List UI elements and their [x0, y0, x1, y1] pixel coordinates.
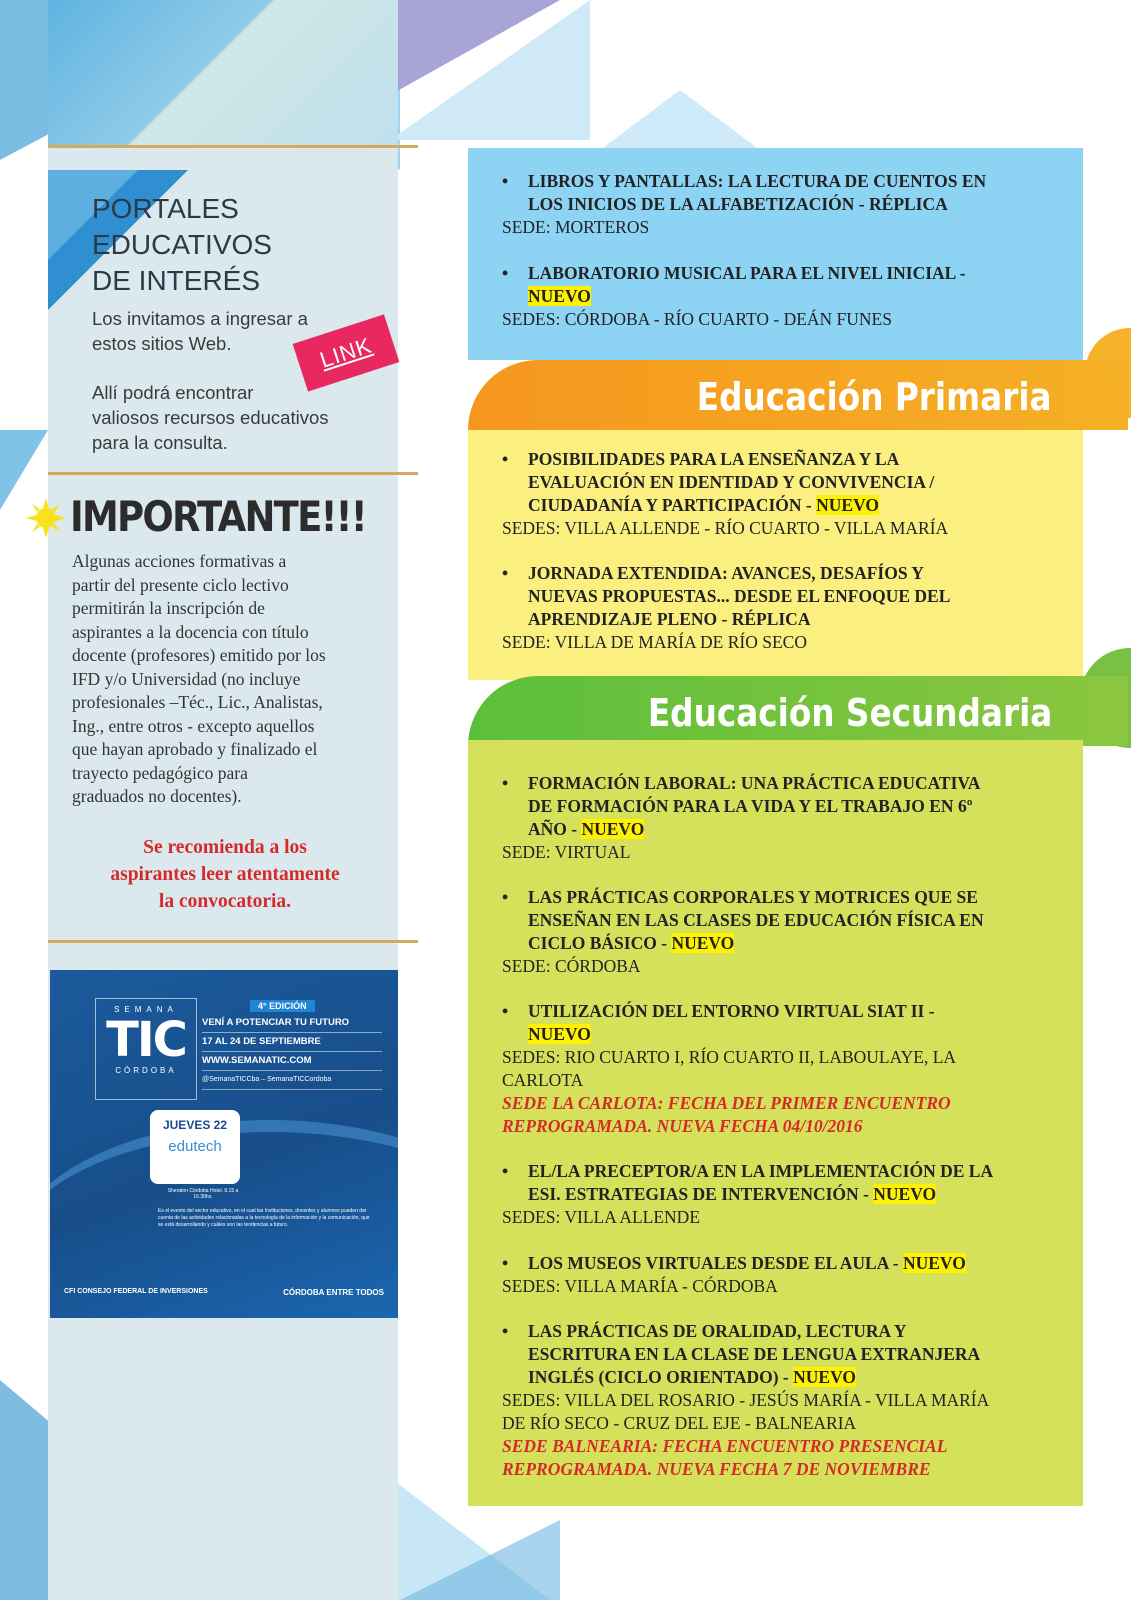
list-item: • UTILIZACIÓN DEL ENTORNO VIRTUAL SIAT II - NUEVO SEDES: RIO CUARTO I, RÍO CUARTO II, LABOULAYE, LA CARLOTA SEDE LA CARLOTA: FECHA DEL PRIMER ENCUENTRO REPROGRAMADA. NUEVA FECHA 04/10/2016	[502, 1000, 1062, 1138]
importante-heading: IMPORTANTE!!!	[70, 492, 366, 541]
nuevo-badge: NUEVO	[528, 1024, 591, 1044]
importante-body: Algunas acciones formativas a partir del presente ciclo lectivo permitirán la inscripción de aspirantes a la docencia con título docente (profesores) emitido por los IFD y/o Universidad (no incluye profesionales –Téc., Lic., Analistas, Ing., entre otros - excepto aquellos que hayan aprobado y finalizado el trayecto pedagógico para graduados no docentes).	[72, 551, 326, 806]
cordoba-logo: CÓRDOBA ENTRE TODOS	[283, 1288, 384, 1297]
banner-description: Es el evento del sector educativo, en el cual las Instituciones, docentes y alumnos pueden dar cuenta de las actividades relacionadas a la tecnología de la información y la comunicación, que se está desarrollando y cuáles son las tendencias a futuro.	[158, 1208, 370, 1228]
reschedule-note: SEDE BALNEARIA: FECHA ENCUENTRO PRESENCIAL REPROGRAMADA. NUEVA FECHA 7 DE NOVIEMBRE	[502, 1436, 948, 1479]
portales-description: Allí podrá encontrar valiosos recursos educativos para la consulta.	[92, 382, 329, 453]
cfi-logo: CFI CONSEJO FEDERAL DE INVERSIONES	[64, 1288, 208, 1295]
sun-icon	[26, 498, 66, 538]
tic-logo: SEMANA TIC CÓRDOBA	[95, 998, 197, 1100]
link-button[interactable]: LINK	[293, 314, 400, 391]
banner-venue: Sheraton Córdoba Hotel. 8.15 a 16.30hs.	[167, 1188, 239, 1200]
nuevo-badge: NUEVO	[671, 933, 735, 953]
nuevo-badge: NUEVO	[902, 1253, 966, 1273]
edutech-card: JUEVES 22 edutech	[150, 1110, 240, 1184]
list-item: • JORNADA EXTENDIDA: AVANCES, DESAFÍOS Y NUEVAS PROPUESTAS... DESDE EL ENFOQUE DEL APRENDIZAJE PLENO - RÉPLICA SEDE: VILLA DE MARÍA DE RÍO SECO	[502, 562, 1062, 654]
reschedule-note: SEDE LA CARLOTA: FECHA DEL PRIMER ENCUENTRO REPROGRAMADA. NUEVA FECHA 04/10/2016	[502, 1093, 951, 1136]
banner-info: VENÍ A POTENCIAR TU FUTURO 17 AL 24 DE SEPTIEMBRE WWW.SEMANATIC.COM @SemanaTICCba – SemanaTICCordoba	[202, 1014, 382, 1090]
secundaria-heading-band: Educación Secundaria	[468, 676, 1128, 746]
banner-footer	[50, 1274, 398, 1318]
primaria-heading-band: Educación Primaria	[468, 360, 1128, 430]
divider-bottom	[48, 940, 418, 943]
divider-top	[48, 145, 418, 148]
list-item: • FORMACIÓN LABORAL: UNA PRÁCTICA EDUCATIVA DE FORMACIÓN PARA LA VIDA Y EL TRABAJO EN 6º AÑO - NUEVO SEDE: VIRTUAL	[502, 772, 1062, 864]
list-item: • LABORATORIO MUSICAL PARA EL NIVEL INICIAL - NUEVO SEDES: CÓRDOBA - RÍO CUARTO - DEÁN FUNES	[502, 262, 1062, 331]
list-item: • POSIBILIDADES PARA LA ENSEÑANZA Y LA EVALUACIÓN EN IDENTIDAD Y CONVIVENCIA / CIUDADANÍA Y PARTICIPACIÓN - NUEVO SEDES: VILLA ALLENDE - RÍO CUARTO - VILLA MARÍA	[502, 448, 1062, 540]
portales-title: PORTALES EDUCATIVOS DE INTERÉS	[92, 193, 272, 296]
list-item: • LIBROS Y PANTALLAS: LA LECTURA DE CUENTOS EN LOS INICIOS DE LA ALFABETIZACIÓN - RÉPLICA SEDE: MORTEROS	[502, 170, 1062, 239]
list-item: • LAS PRÁCTICAS CORPORALES Y MOTRICES QUE SE ENSEÑAN EN LAS CLASES DE EDUCACIÓN FÍSICA EN CICLO BÁSICO - NUEVO SEDE: CÓRDOBA	[502, 886, 1062, 978]
nuevo-badge: NUEVO	[816, 495, 879, 515]
divider-middle	[48, 472, 418, 475]
portales-intro: Los invitamos a ingresar a estos sitios Web.	[92, 308, 308, 354]
list-item: • LAS PRÁCTICAS DE ORALIDAD, LECTURA Y ESCRITURA EN LA CLASE DE LENGUA EXTRANJERA INGLÉS (CICLO ORIENTADO) - NUEVO SEDES: VILLA DEL ROSARIO - JESÚS MARÍA - VILLA MARÍA DE RÍO SECO - CRUZ DEL EJE - BALNEARIA SEDE BALNEARIA: FECHA ENCUENTRO PRESENCIAL REPROGRAMADA. NUEVA FECHA 7 DE NOVIEMBRE	[502, 1320, 1062, 1481]
list-item: • EL/LA PRECEPTOR/A EN LA IMPLEMENTACIÓN DE LA ESI. ESTRATEGIAS DE INTERVENCIÓN - NUEVO SEDES: VILLA ALLENDE	[502, 1160, 1062, 1229]
nuevo-badge: NUEVO	[581, 819, 645, 839]
nuevo-badge: NUEVO	[528, 286, 591, 306]
recommendation-text: Se recomienda a los aspirantes leer atentamente la convocatoria.	[110, 837, 340, 912]
semana-tic-banner[interactable]	[50, 970, 398, 1318]
sidebar-top-decoration	[48, 0, 398, 145]
list-item: • LOS MUSEOS VIRTUALES DESDE EL AULA - NUEVO SEDES: VILLA MARÍA - CÓRDOBA	[502, 1252, 1062, 1298]
nuevo-badge: NUEVO	[793, 1367, 856, 1387]
edition-badge: 4° EDICIÓN	[250, 1000, 315, 1012]
nuevo-badge: NUEVO	[873, 1184, 937, 1204]
